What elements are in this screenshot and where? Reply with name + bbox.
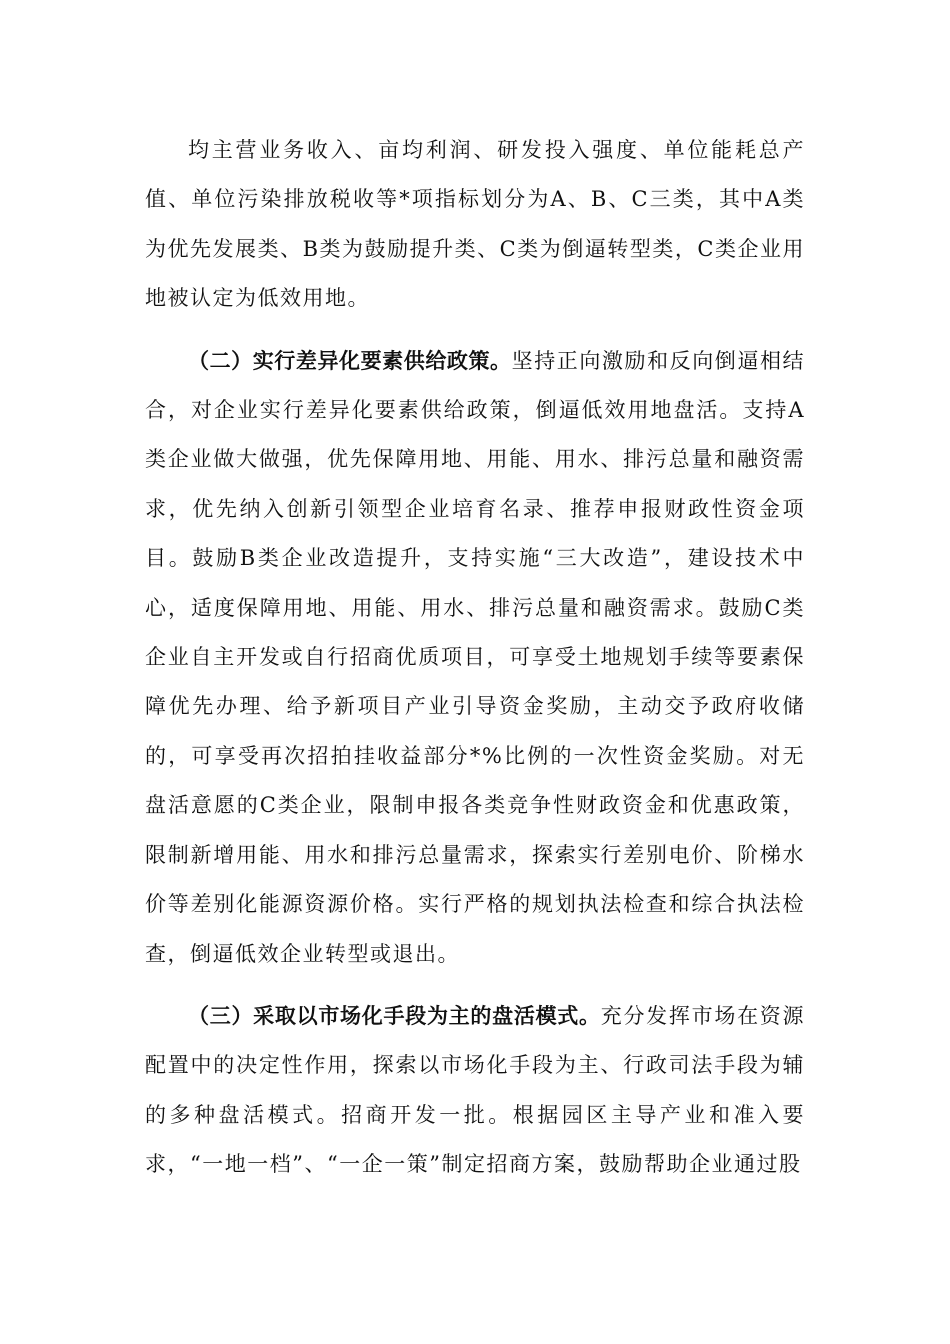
paragraph-market-revitalization bbox=[145, 992, 805, 1190]
paragraph-text: 充分发挥市场在资源配置中的决定性作用，探索以市场化手段为主、行政司法手段为辅的多种盘活模式。招商开发一批。根据园区主导产业和准入要求，“一地一档”、“一企一策”制定招商方案，鼓励帮助企业通过股 bbox=[145, 1003, 806, 1177]
section-heading: （二）实行差异化要素供给政策。 bbox=[188, 348, 512, 373]
paragraph-text: 坚持正向激励和反向倒逼相结合，对企业实行差异化要素供给政策，倒逼低效用地盘活。支持A类企业做大做强，优先保障用地、用能、用水、排污总量和融资需求，优先纳入创新引领型企业培育名录、推荐申报财政性资金项目。鼓励B类企业改造提升，支持实施“三大改造”，建设技术中心，适度保障用地、用能、用水、排污总量和融资需求。鼓励C类企业自主开发或自行招商优质项目，可享受土地规划手续等要素保障优先办理、给予新项目产业引导资金奖励，主动交予政府收储的，可享受再次招拍挂收益部分*%比例的一次性资金奖励。对无盘活意愿的C类企业，限制申报各类竞争性财政资金和优惠政策，限制新增用能、用水和排污总量需求，探索实行差别电价、阶梯水价等差别化能源资源价格。实行严格的规划执法检查和综合执法检查，倒逼低效企业转型或退出。 bbox=[145, 348, 806, 966]
paragraph-text: 均主营业务收入、亩均利润、研发投入强度、单位能耗总产值、单位污染排放税收等*项指标划分为A、B、C三类，其中A类为优先发展类、B类为鼓励提升类、C类为倒逼转型类，C类企业用地被认定为低效用地。 bbox=[145, 138, 805, 311]
section-heading: （三）采取以市场化手段为主的盘活模式。 bbox=[188, 1003, 601, 1028]
document-body bbox=[145, 126, 805, 1190]
paragraph-differentiated-supply bbox=[145, 337, 805, 979]
paragraph-evaluation-criteria bbox=[145, 126, 805, 324]
